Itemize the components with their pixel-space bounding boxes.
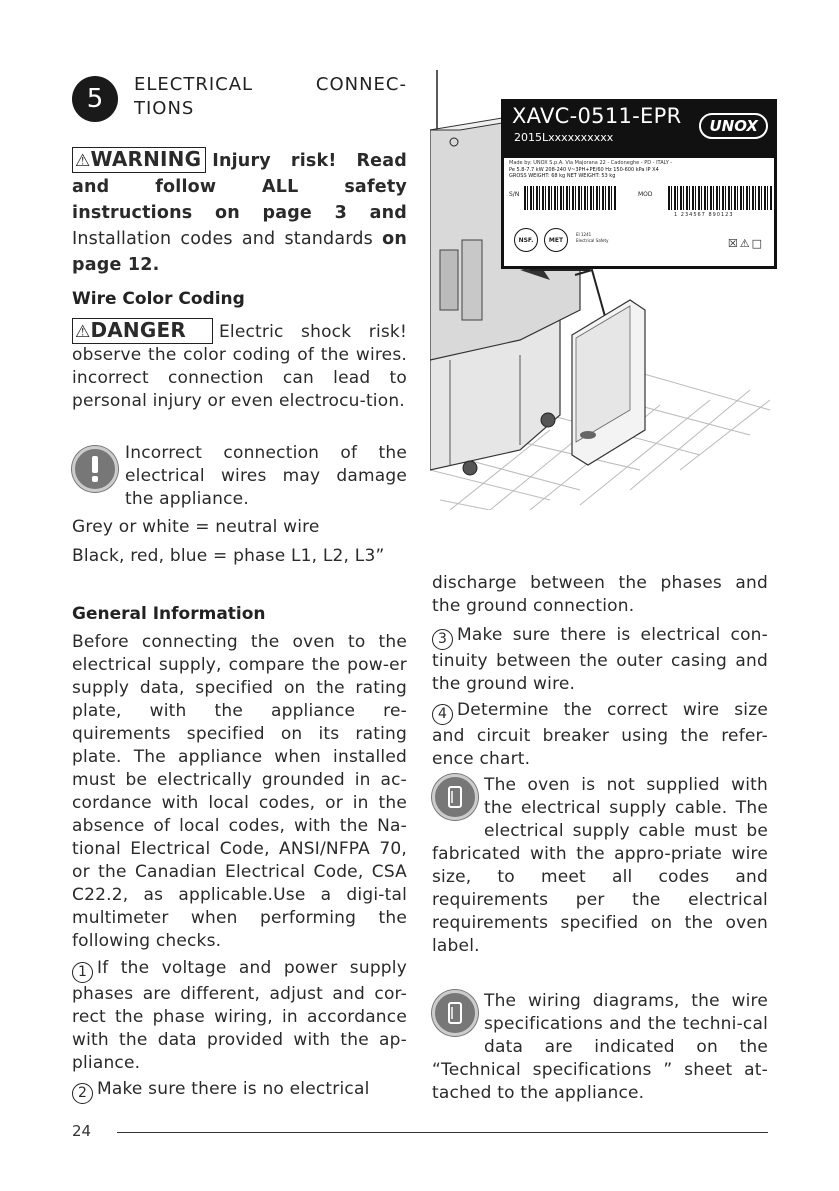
warning-text-link: Installation codes and standards [72,229,374,249]
danger-badge-label: DANGER [90,318,186,342]
warning-badge-label: WARNING [90,147,202,171]
warning-text-bold: Injury risk! Read and follow ALL safety instructions on page 3 and [72,151,407,223]
cert-text-2: Electrical Safety [576,238,609,243]
wire-color-heading: Wire Color Coding [72,289,245,309]
step-2-text: Make sure there is no electrical [97,1079,370,1099]
danger-text: Electric shock risk! observe the color coding of the wires. incorrect connection can lead to personal injury or even electrocu-tion. [72,322,407,411]
step-3 [432,624,768,696]
step-1-number: 1 [72,962,93,983]
plate-model: XAVC-0511-EPR [512,104,682,128]
plate-sn-label: S/N [509,191,520,198]
step-2-number: 2 [72,1083,93,1104]
danger-triangle-icon: ⚠ [75,322,91,342]
warning-triangle-icon: ⚠ [75,151,91,171]
plate-made-by: Made by: UNOX S.p.A. Via Majorana 22 - Cadoneghe - PD - ITALY - [509,160,673,166]
unox-logo: UNOX [699,113,768,139]
section-title [134,73,407,121]
step-3-text: Make sure there is electrical con-tinuity between the outer casing and the ground wire. [432,625,768,694]
step-4-text: Determine the correct wire size and circuit breaker using the refer-ence chart. [432,700,768,769]
met-logo: MET [544,228,568,252]
manual-icon [432,990,478,1036]
manual-icon [432,774,478,820]
note-2 [432,990,768,1105]
note-2-icon-wrap [432,990,484,1038]
plate-spec-line1: Pe 5.8-7.7 kW 208-240 V~3PH+PE/60 Hz 150-600 kPa IP X4 [509,167,659,173]
warning-badge [72,147,206,173]
step-2-continued: discharge between the phases and the ground connection. [432,573,768,616]
note-1-text: The oven is not supplied with the electrical supply cable. The electrical supply cable must be fabricated with the appro-priate wire size, to meet all codes and requirements per the electrical requirements specified on the oven label. [432,775,768,956]
cert-text-1: EI 1241 [576,232,592,237]
note-1 [432,774,768,958]
step-4-number: 4 [432,704,453,725]
danger-badge [72,318,213,344]
note-2-text: The wiring diagrams, the wire specifications and the techni-cal data are indicated on the “Technical specifications ” sheet at-tached to the appliance. [432,991,768,1103]
step-3-number: 3 [432,629,453,650]
general-info-heading: General Information [72,604,266,624]
neutral-wire-text: Grey or white = neutral wire [72,517,320,537]
section-number: 5 [86,84,104,114]
plate-spec-line2: GROSS WEIGHT: 68 kg NET WEIGHT: 53 kg [509,173,616,179]
mod-barcode [668,186,772,210]
sn-barcode [524,186,616,210]
rating-plate-header [504,102,774,158]
plate-mod-label: MOD [638,191,653,198]
section-number-badge [72,76,118,122]
warning-text-page: on page 12. [72,229,408,275]
plate-serial-line: 2015Lxxxxxxxxxx [514,131,614,144]
note-1-icon-wrap [432,774,484,822]
step-4 [432,699,768,771]
warning-block [72,147,407,278]
footer-divider [117,1132,768,1133]
step-2 [72,1078,407,1104]
barcode-number: 1 234567 890123 [674,212,734,218]
cert-text [576,232,608,244]
danger-block [72,318,407,413]
step-1-text: If the voltage and power supply phases are different, adjust and cor-rect the phase wiring, in accordance with the data provided with the ap-pliance. [72,958,407,1073]
caution-icon [72,446,118,492]
section-title-line1: ELECTRICAL CONNEC- [134,74,407,95]
section-title-line2: TIONS [134,98,195,119]
nsf-logo: NSF. [514,228,538,252]
rating-plate [501,99,777,269]
step-1 [72,957,407,1075]
page-number: 24 [72,1122,92,1140]
caution-note: Incorrect connection of the electrical wires may damage the appliance. [125,443,407,509]
phase-wire-text: Black, red, blue = phase L1, L2, L3” [72,546,385,566]
plate-symbols-icon: ☒⚠□ [727,237,764,250]
general-info-paragraph: Before connecting the oven to the electrical supply, compare the pow-er supply data, specified on the rating plate, with the appliance re-quirements specified on its rating plate. The appliance when installed must be electrically grounded in ac-cordance with local codes, or in the absence of local codes, with the Na-tional Electrical Code, ANSI/NFPA 70, or the Canadian Electrical Code, CSA C22.2, as applicable.Use a digi-tal multimeter when performing the following checks. [72,632,407,951]
